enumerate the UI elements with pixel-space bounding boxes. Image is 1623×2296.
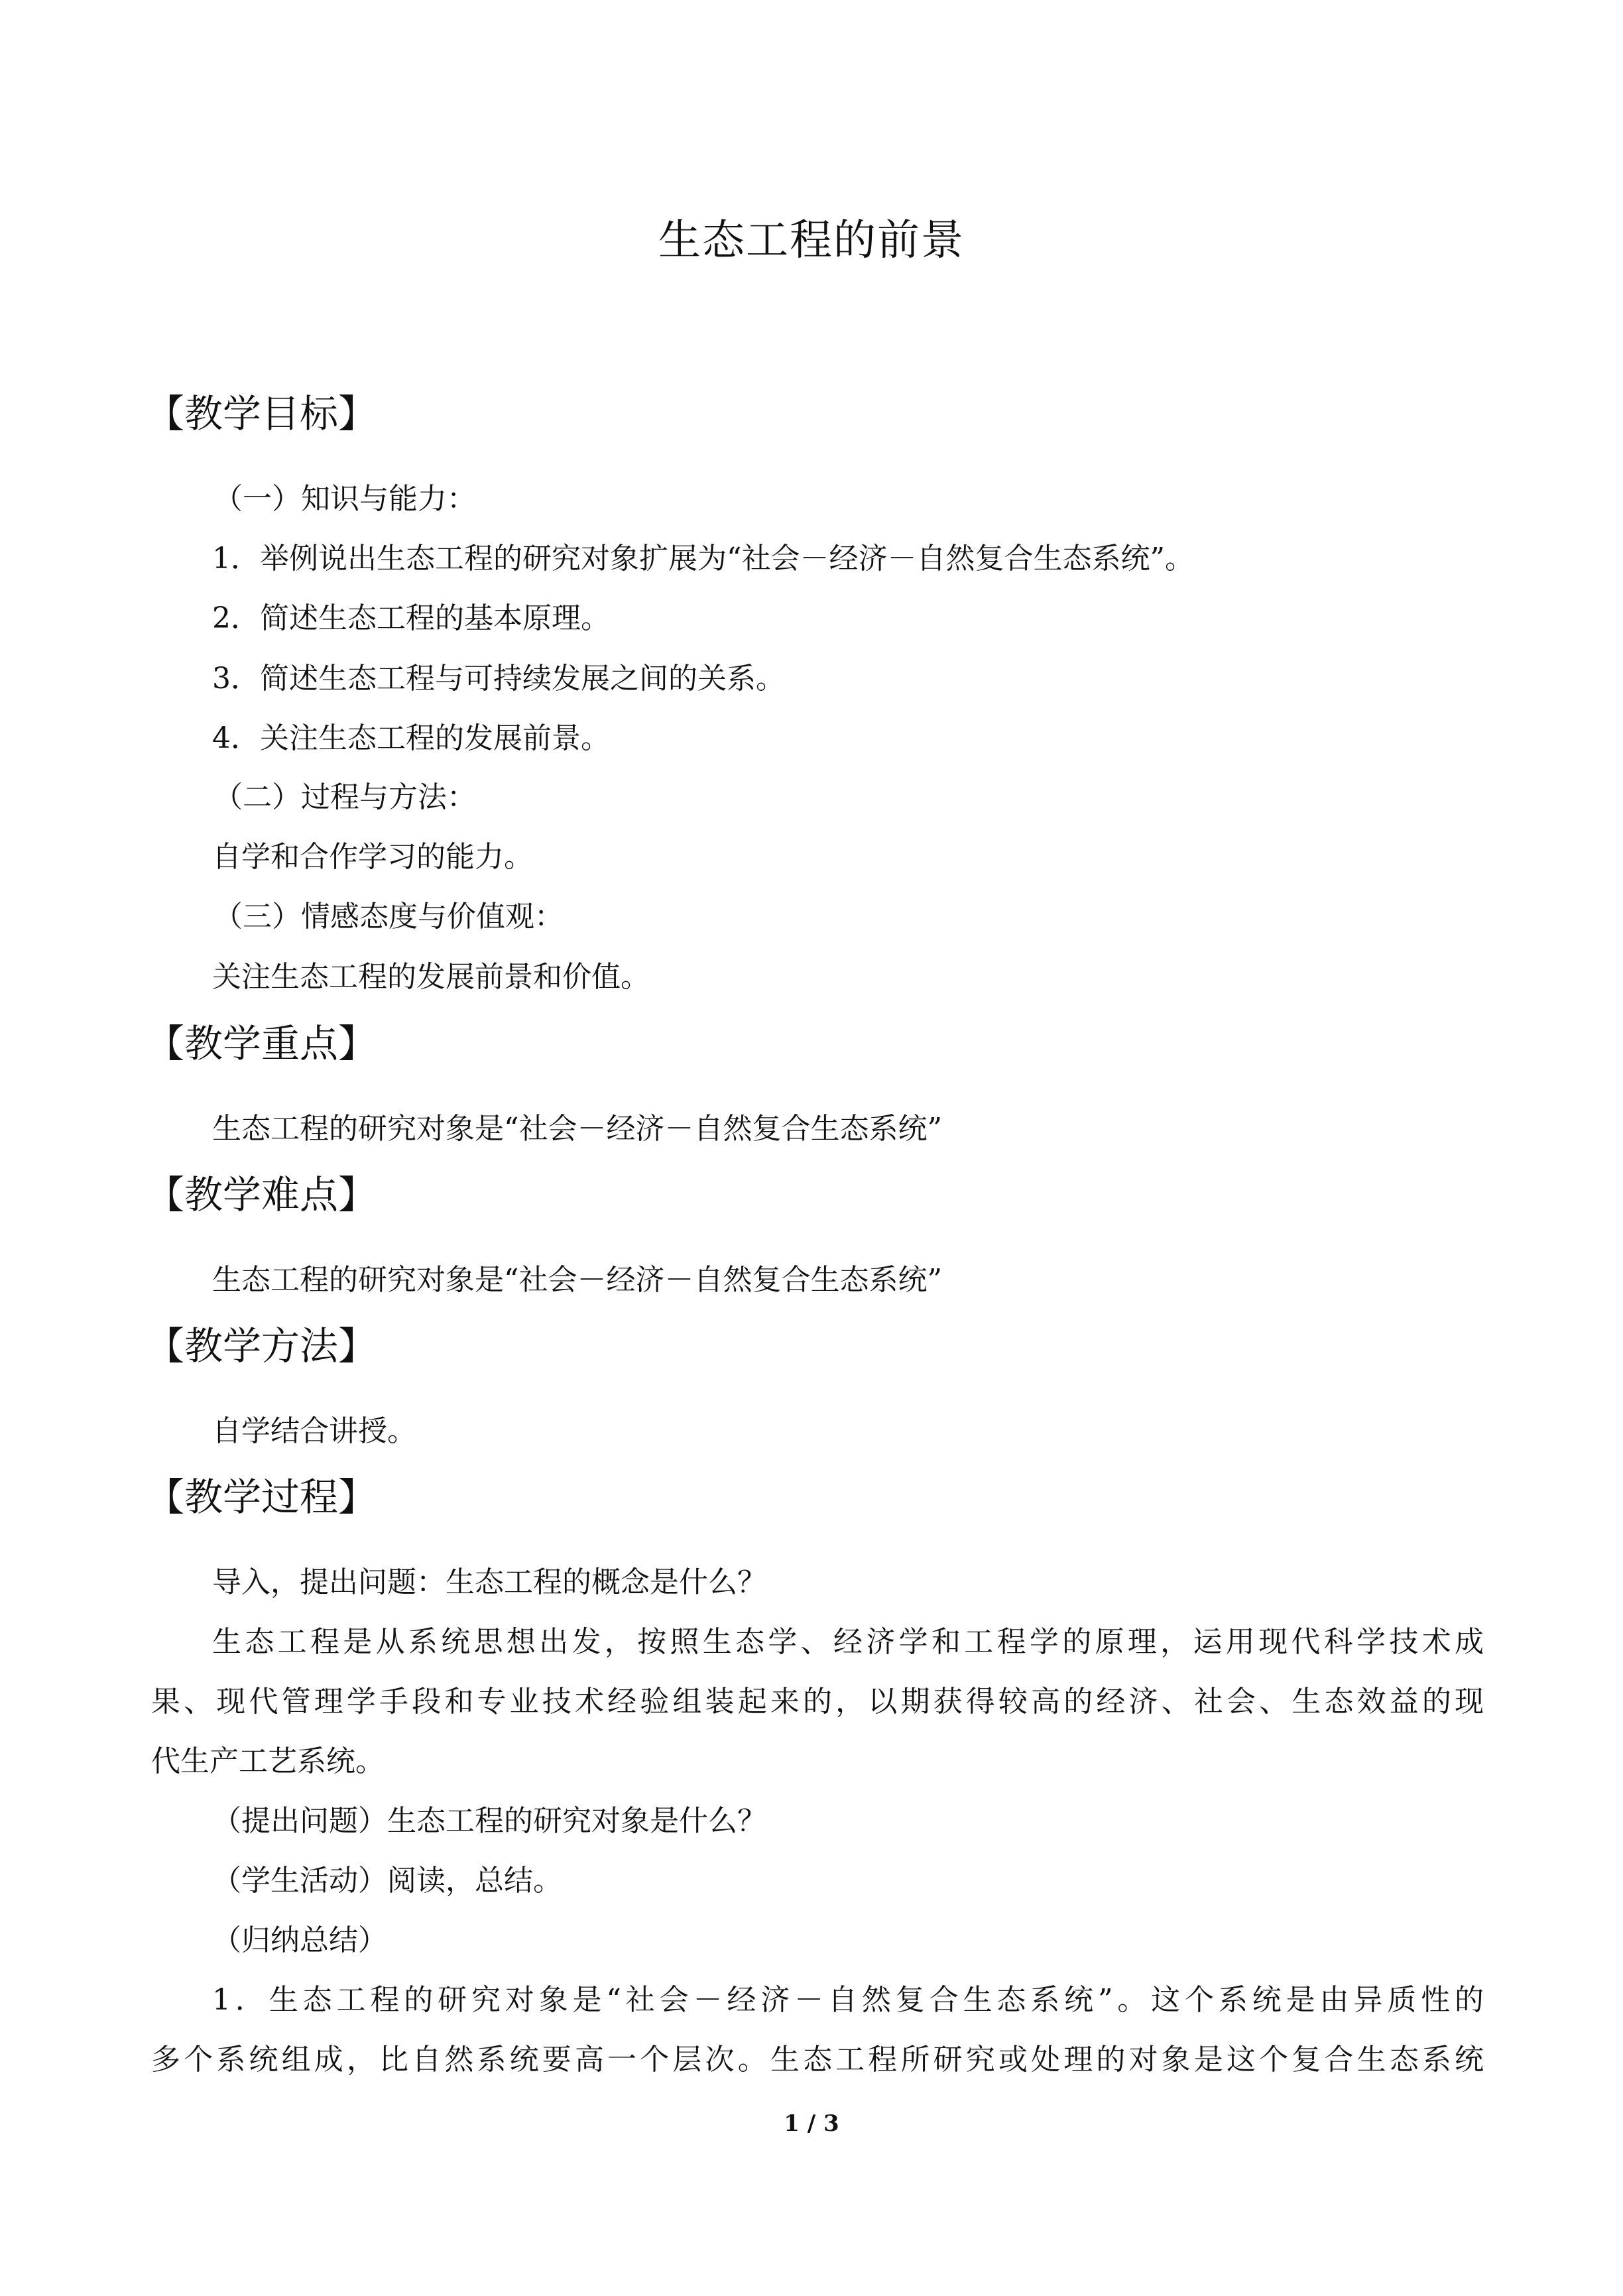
objective-item-3: 3．简述生态工程与可持续发展之间的关系。: [212, 662, 785, 695]
emotion-text: 关注生态工程的发展前景和价值。: [212, 960, 650, 994]
objective-item-1: 1．举例说出生态工程的研究对象扩展为“社会－经济－自然复合生态系统”。: [212, 542, 1194, 575]
process-intro: 导入，提出问题：生态工程的概念是什么？: [212, 1565, 766, 1599]
definition-line-3: 代生产工艺系统。: [151, 1744, 385, 1778]
heading-objectives: 【教学目标】: [146, 391, 377, 436]
process-activity: （学生活动）阅读，总结。: [212, 1864, 562, 1898]
summary-label: （归纳总结）: [212, 1923, 387, 1957]
objective-item-4: 4．关注生态工程的发展前景。: [212, 721, 610, 755]
methods-text: 自学结合讲授。: [212, 1414, 416, 1448]
summary-line-2: 多个系统组成，比自然系统要高一个层次。生态工程所研究或处理的对象是这个复合生态系统: [151, 2043, 1484, 2077]
knowledge-label: （一）知识与能力：: [213, 482, 476, 516]
definition-line-1: 生态工程是从系统思想出发，按照生态学、经济学和工程学的原理，运用现代科学技术成: [212, 1625, 1484, 1659]
heading-key-points: 【教学重点】: [146, 1021, 377, 1066]
emotion-label: （三）情感态度与价值观：: [213, 900, 564, 934]
document-title: 生态工程的前景: [658, 216, 965, 265]
difficulties-text: 生态工程的研究对象是“社会－经济－自然复合生态系统”: [212, 1263, 942, 1297]
heading-difficulties: 【教学难点】: [146, 1172, 377, 1217]
definition-line-2: 果、现代管理学手段和专业技术经验组装起来的，以期获得较高的经济、社会、生态效益的现: [151, 1685, 1484, 1719]
heading-process: 【教学过程】: [146, 1475, 377, 1520]
key-points-text: 生态工程的研究对象是“社会－经济－自然复合生态系统”: [212, 1112, 942, 1146]
process-question: （提出问题）生态工程的研究对象是什么？: [212, 1804, 766, 1838]
process-method-label: （二）过程与方法：: [213, 780, 476, 814]
summary-line-1: 1．生态工程的研究对象是“社会－经济－自然复合生态系统”。这个系统是由异质性的: [212, 1983, 1484, 2017]
page-number: 1 / 3: [784, 2110, 839, 2137]
process-method-text: 自学和合作学习的能力。: [212, 840, 533, 874]
heading-methods: 【教学方法】: [146, 1323, 377, 1368]
objective-item-2: 2．简述生态工程的基本原理。: [212, 601, 610, 635]
